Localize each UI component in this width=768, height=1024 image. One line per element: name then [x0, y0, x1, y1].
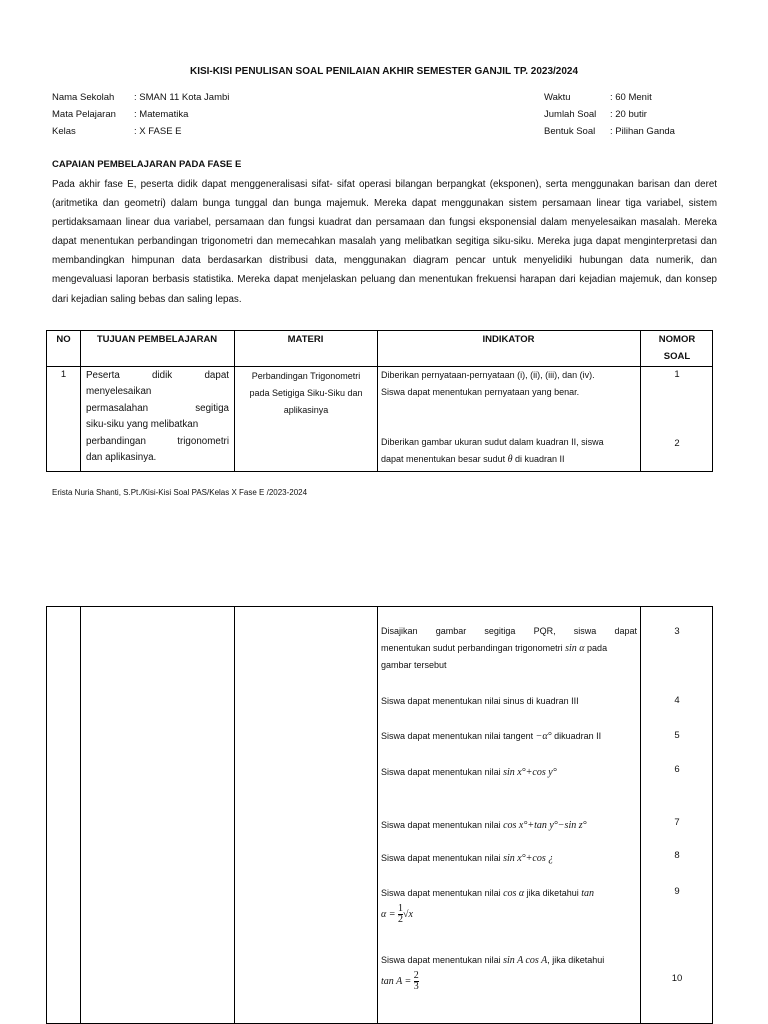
- trig-expression: sin x°+cos y°: [503, 767, 557, 778]
- row-number: 1: [60, 369, 67, 380]
- fraction-numerator: 1: [398, 903, 404, 914]
- objective-line: permasalahan segitiga: [86, 402, 229, 414]
- field-value: : Pilihan Ganda: [610, 126, 675, 137]
- header-nomor-line: NOMOR: [658, 334, 696, 345]
- sin-alpha-expression: sin α: [565, 643, 585, 654]
- question-count-row: [544, 106, 675, 123]
- indicator-text: Siswa dapat menentukan nilai: [381, 820, 504, 830]
- time-row: [544, 89, 675, 106]
- indicator-text: , jika diketahui: [547, 955, 605, 965]
- question-number: 2: [674, 438, 680, 449]
- question-number: 4: [674, 695, 680, 706]
- indicator-line: Diberikan pernyataan-pernyataan (i), (ii), (iii), dan (iv).: [381, 370, 595, 380]
- indicator-line: [381, 885, 637, 902]
- objective-line: Peserta didik dapat: [86, 370, 229, 381]
- indicator-text: Siswa dapat menentukan nilai: [381, 853, 504, 863]
- objective-line: siku-siku yang melibatkan: [86, 419, 199, 431]
- material-line: Perbandingan Trigonometri: [251, 371, 361, 381]
- field-label: Jumlah Soal: [544, 109, 597, 120]
- indicator-line: [381, 640, 637, 657]
- column-divider: [80, 607, 81, 1024]
- header-no: NO: [56, 334, 71, 345]
- field-value: : 60 Menit: [610, 92, 652, 103]
- field-value: : X FASE E: [134, 126, 182, 137]
- header-soal-line: SOAL: [663, 351, 691, 362]
- header-nomor-soal: [640, 334, 714, 362]
- indicator-text: Siswa dapat menentukan nilai: [381, 767, 504, 777]
- indicator-item: [381, 764, 637, 781]
- field-label: Nama Sekolah: [52, 92, 115, 103]
- subject-row: [52, 106, 229, 123]
- school-info: [52, 89, 229, 140]
- indicator-text: Siswa dapat menentukan nilai tangent: [381, 731, 536, 741]
- indicator-line: gambar tersebut: [381, 660, 447, 670]
- grid-table-page2: [46, 606, 713, 1024]
- column-divider: [640, 607, 641, 1024]
- indicator-text: Siswa dapat menentukan nilai: [381, 955, 504, 965]
- indicator-item: [381, 817, 637, 834]
- header-tujuan: TUJUAN PEMBELAJARAN: [96, 334, 218, 345]
- field-label: Kelas: [52, 126, 76, 137]
- fraction-numerator: 2: [413, 970, 419, 981]
- material-line: pada Setigiga Siku-Siku dan: [249, 388, 363, 398]
- alpha-equals: α =: [381, 908, 396, 920]
- question-number: 7: [674, 817, 680, 828]
- column-divider: [80, 331, 81, 471]
- objective-line: dan aplikasinya.: [86, 452, 157, 464]
- material-cell: [235, 368, 377, 419]
- indicator-line: Siswa dapat menentukan pernyataan yang benar.: [381, 387, 580, 397]
- question-number: 10: [671, 973, 683, 984]
- document-title: KISI-KISI PENULISAN SOAL PENILAIAN AKHIR SEMESTER GANJIL TP. 2023/2024: [189, 66, 579, 77]
- indicator-item: [381, 434, 637, 468]
- field-value: : SMAN 11 Kota Jambi: [134, 92, 230, 103]
- section-paragraph: Pada akhir fase E, peserta didik dapat menggeneralisasi sifat- sifat operasi bilangan berpangkat (eksponen), serta menggunakan barisan dan deret (aritmetika dan geometri) dalam bunga tunggal dan bunga majemuk. Mereka dapat menggunakan sistem persamaan linear tiga variabel, sistem pertidaksamaan linear dua variabel, persamaan dan fungsi kuadrat dan persamaan dan fungsi eksponensial dalam menyelesaikan masalah. Mereka dapat menentukan perbandingan trigonometri dan memecahkan masalah yang melibatkan segitiga siku-siku. Mereka juga dapat menginterpretasi dan membandingkan himpunan data berdasarkan distribusi data, menggunakan diagram pencar untuk menyelidiki hubungan data numerik, dan mengevaluasi laporan berbasis statistika. Mereka dapat menjelaskan peluang dan menentukan frekuensi harapan dari kejadian majemuk, dan konsep dari kejadian saling bebas dan saling lepas.: [52, 179, 717, 305]
- objective-line: menyelesaikan: [86, 386, 152, 398]
- indicator-text: dikuadran II: [551, 731, 602, 741]
- indicator-item: [381, 885, 637, 925]
- cos-alpha-expression: cos α: [503, 888, 525, 899]
- equation-line: [381, 904, 637, 925]
- indicator-text: jika diketahui: [524, 888, 582, 898]
- objective-line: perbandingan trigonometri: [86, 435, 229, 447]
- question-number: 3: [674, 626, 680, 637]
- material-line: aplikasinya: [283, 405, 329, 415]
- trig-expression: cos x°+tan y°−sin z°: [503, 820, 587, 831]
- class-row: [52, 123, 229, 140]
- indicator-item: [381, 850, 637, 867]
- question-number: 9: [674, 886, 680, 897]
- question-number: 8: [674, 850, 680, 861]
- column-divider: [377, 607, 378, 1024]
- header-materi: MATERI: [287, 334, 324, 345]
- equation-line: [381, 971, 637, 992]
- indicator-line: Disajikan gambar segitiga PQR, siswa dapat: [381, 626, 637, 636]
- school-name-row: [52, 89, 229, 106]
- indicator-item: [381, 367, 637, 401]
- trig-expression: sin x°+cos ¿: [503, 853, 554, 864]
- grid-table-page1: [46, 330, 713, 472]
- sqrt-x: √x: [403, 908, 413, 920]
- field-label: Bentuk Soal: [544, 126, 596, 137]
- indicator-item: Siswa dapat menentukan nilai sinus di kuadran III: [381, 696, 579, 706]
- learning-objective: [86, 368, 229, 466]
- indicator-line: Diberikan gambar ukuran sudut dalam kuadran II, siswa: [381, 437, 604, 447]
- fraction: [414, 971, 419, 992]
- question-number: 5: [674, 730, 680, 741]
- fraction-denominator: 3: [413, 981, 419, 992]
- tan-equals: tan A =: [381, 975, 412, 987]
- section-heading: CAPAIAN PEMBELAJARAN PADA FASE E: [52, 159, 242, 170]
- column-divider: [234, 607, 235, 1024]
- question-type-row: [544, 123, 675, 140]
- indicator-item: [381, 952, 637, 992]
- field-value: : Matematika: [134, 109, 189, 120]
- theta-symbol: θ: [507, 454, 513, 465]
- indicator-item: [381, 623, 637, 674]
- indicator-text: di kuadran II: [512, 454, 565, 464]
- indicator-line: [381, 952, 637, 969]
- question-number: 6: [674, 764, 680, 775]
- field-value: : 20 butir: [610, 109, 647, 120]
- field-label: Waktu: [544, 92, 571, 103]
- indicator-item: [381, 728, 637, 745]
- fraction-denominator: 2: [398, 914, 404, 925]
- negative-alpha-expression: −α°: [535, 731, 552, 742]
- page-footer: Erista Nuria Shanti, S.Pt./Kisi-Kisi Soal PAS/Kelas X Fase E /2023-2024: [52, 488, 308, 497]
- sin-cos-expression: sin A cos A: [503, 955, 548, 966]
- header-indikator: INDIKATOR: [482, 334, 535, 345]
- indicator-text: pada: [584, 643, 608, 653]
- indicator-line: [381, 451, 637, 468]
- tan-expression: tan: [581, 888, 594, 899]
- exam-info: [544, 89, 675, 140]
- indicator-text: dapat menentukan besar sudut: [381, 454, 508, 464]
- column-divider: [377, 331, 378, 471]
- indicator-text: Siswa dapat menentukan nilai: [381, 888, 504, 898]
- question-number: 1: [674, 369, 680, 380]
- field-label: Mata Pelajaran: [52, 109, 116, 120]
- indicator-text: menentukan sudut perbandingan trigonometri: [381, 643, 566, 653]
